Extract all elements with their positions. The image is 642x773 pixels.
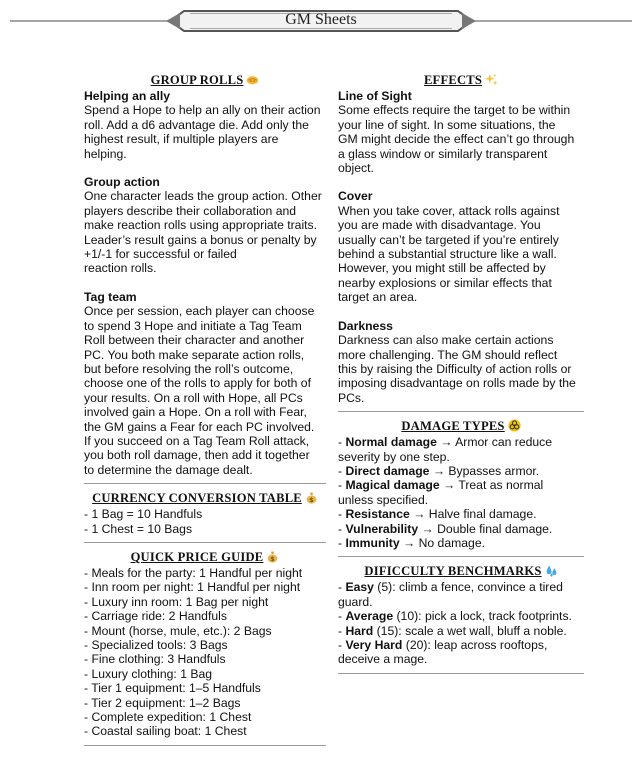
list-item: - 1 Chest = 10 Bags [84, 521, 193, 536]
list-item: - 1 Bag = 10 Handfuls [84, 507, 203, 522]
svg-text:$: $ [270, 554, 276, 563]
darkness-section [338, 319, 584, 405]
list-item: deceive a mage. [338, 652, 428, 667]
money-bag-icon [266, 550, 279, 563]
list-item: - Resistance → Halve final damage. [338, 507, 537, 522]
helping-an-ally-text: Spend a Hope to help an ally on their action roll. Add a d6 advantage die. Add only the highest result, if multiple players are helping. [84, 103, 321, 161]
list-item: - Normal damage → Armor can reduce [338, 435, 553, 450]
divider [338, 673, 584, 674]
biohazard-icon [508, 419, 521, 432]
darkness-heading: Darkness [338, 318, 393, 333]
money-bag-icon [305, 491, 318, 504]
list-item: - Direct damage → Bypasses armor. [338, 463, 540, 478]
tag-team-heading: Tag team [84, 289, 137, 304]
benchmarks-list [338, 580, 584, 666]
list-item: - Easy (5): climb a fence, convince a tired [338, 580, 563, 595]
list-item: - Specialized tools: 3 Bags [84, 638, 228, 652]
list-item: - Average (10): pick a lock, track footprints. [338, 609, 572, 624]
divider [338, 411, 584, 412]
page-title: GM Sheets [285, 11, 357, 28]
tag-team-text: Once per session, each player can choose to spend 3 Hope and initiate a Tag Team Roll between their character and another PC. You both make separate action rolls, but before resolving the roll’s outcome, choose one of the rolls to apply for both of your results. On a roll with Hope, all PCs involved gain a Hope. On a roll with Fear, the GM gains a Fear for each PC involved. If you succeed on a Tag Team Roll attack, you both roll damage, then add it together to determine the damage dealt. [84, 304, 315, 477]
line-of-sight-text: Some effects require the target to be within your line of sight. In some situations, the GM might decide the effect can’t go through a glass window or similarly transparent object. [338, 103, 575, 176]
list-item: - Coastal sailing boat: 1 Chest [84, 724, 247, 739]
list-item: - Tier 2 equipment: 1–2 Bags [84, 695, 241, 710]
list-item: - Very Hard (20): leap across rooftops, [338, 638, 548, 652]
handshake-icon [246, 73, 259, 86]
list-item: - Magical damage → Treat as normal [338, 478, 544, 493]
list-item: - Hard (15): scale a wet wall, bluff a noble. [338, 623, 567, 638]
svg-text:$: $ [309, 496, 314, 505]
group-action-section [84, 175, 326, 276]
list-item: - Tier 1 equipment: 1–5 Handfuls [84, 681, 261, 696]
list-item: - Luxury clothing: 1 Bag [84, 666, 213, 681]
divider [84, 542, 326, 543]
list-item: - Luxury inn room: 1 Bag per night [84, 594, 269, 609]
list-item: - Meals for the party: 1 Handful per night [84, 565, 303, 580]
group-action-heading: Group action [84, 175, 160, 190]
benchmarks-title: DIFICCULTY BENCHMARKS [338, 563, 584, 580]
divider [84, 745, 326, 746]
list-item: - Complete expedition: 1 Chest [84, 710, 252, 725]
helping-an-ally-heading: Helping an ally [84, 89, 171, 103]
cover-section [338, 189, 584, 304]
list-item: - Vulnerability → Double final damage. [338, 521, 553, 536]
list-item: - Fine clothing: 3 Handfuls [84, 652, 226, 667]
price-guide-list [84, 566, 326, 739]
cover-text: When you take cover, attack rolls against you are made with disadvantage. You usually can’t be targeted if you’re entirely behind a substantial structure like a wall. However, you might still be affected by nearby explosions or similar effects that target an area. [338, 203, 560, 305]
divider [84, 483, 326, 484]
currency-list [84, 507, 326, 536]
darkness-text: Darkness can also make certain actions more challenging. The GM should reflect this by raising the Difficulty of action rolls or imposing disadvantage on rolls made by the PCs. [338, 333, 576, 405]
group-action-text: One character leads the group action. Other players describe their collaboration and make reaction rolls using appropriate traits. Leader’s result gains a bonus or penalty by +1/-1 for successful or failed reaction rolls. [84, 189, 322, 276]
sparkles-icon [485, 73, 498, 86]
line-of-sight-heading: Line of Sight [338, 89, 412, 103]
list-item: guard. [338, 594, 373, 609]
list-item: - Mount (horse, mule, etc.): 2 Bags [84, 623, 272, 638]
left-column [84, 72, 326, 752]
currency-title: CURRENCY CONVERSION TABLE $ [84, 490, 326, 507]
helping-an-ally-section [84, 89, 326, 161]
list-item: severity by one step. [338, 449, 450, 464]
cover-heading: Cover [338, 189, 373, 204]
price-guide-title: QUICK PRICE GUIDE $ [84, 549, 326, 566]
list-item: - Inn room per night: 1 Handful per night [84, 580, 301, 595]
damage-types-list [338, 435, 584, 550]
tag-team-section [84, 290, 326, 477]
divider [338, 556, 584, 557]
list-item: unless specified. [338, 492, 429, 507]
header-banner [0, 0, 642, 42]
list-item: - Immunity → No damage. [338, 535, 485, 550]
effects-title: EFFECTS [338, 72, 584, 89]
group-rolls-title: GROUP ROLLS [84, 72, 326, 89]
line-of-sight-section [338, 89, 584, 175]
right-column [338, 72, 584, 680]
damage-types-title: DAMAGE TYPES [338, 418, 584, 435]
droplets-icon [545, 564, 558, 577]
list-item: - Carriage ride: 2 Handfuls [84, 609, 227, 624]
